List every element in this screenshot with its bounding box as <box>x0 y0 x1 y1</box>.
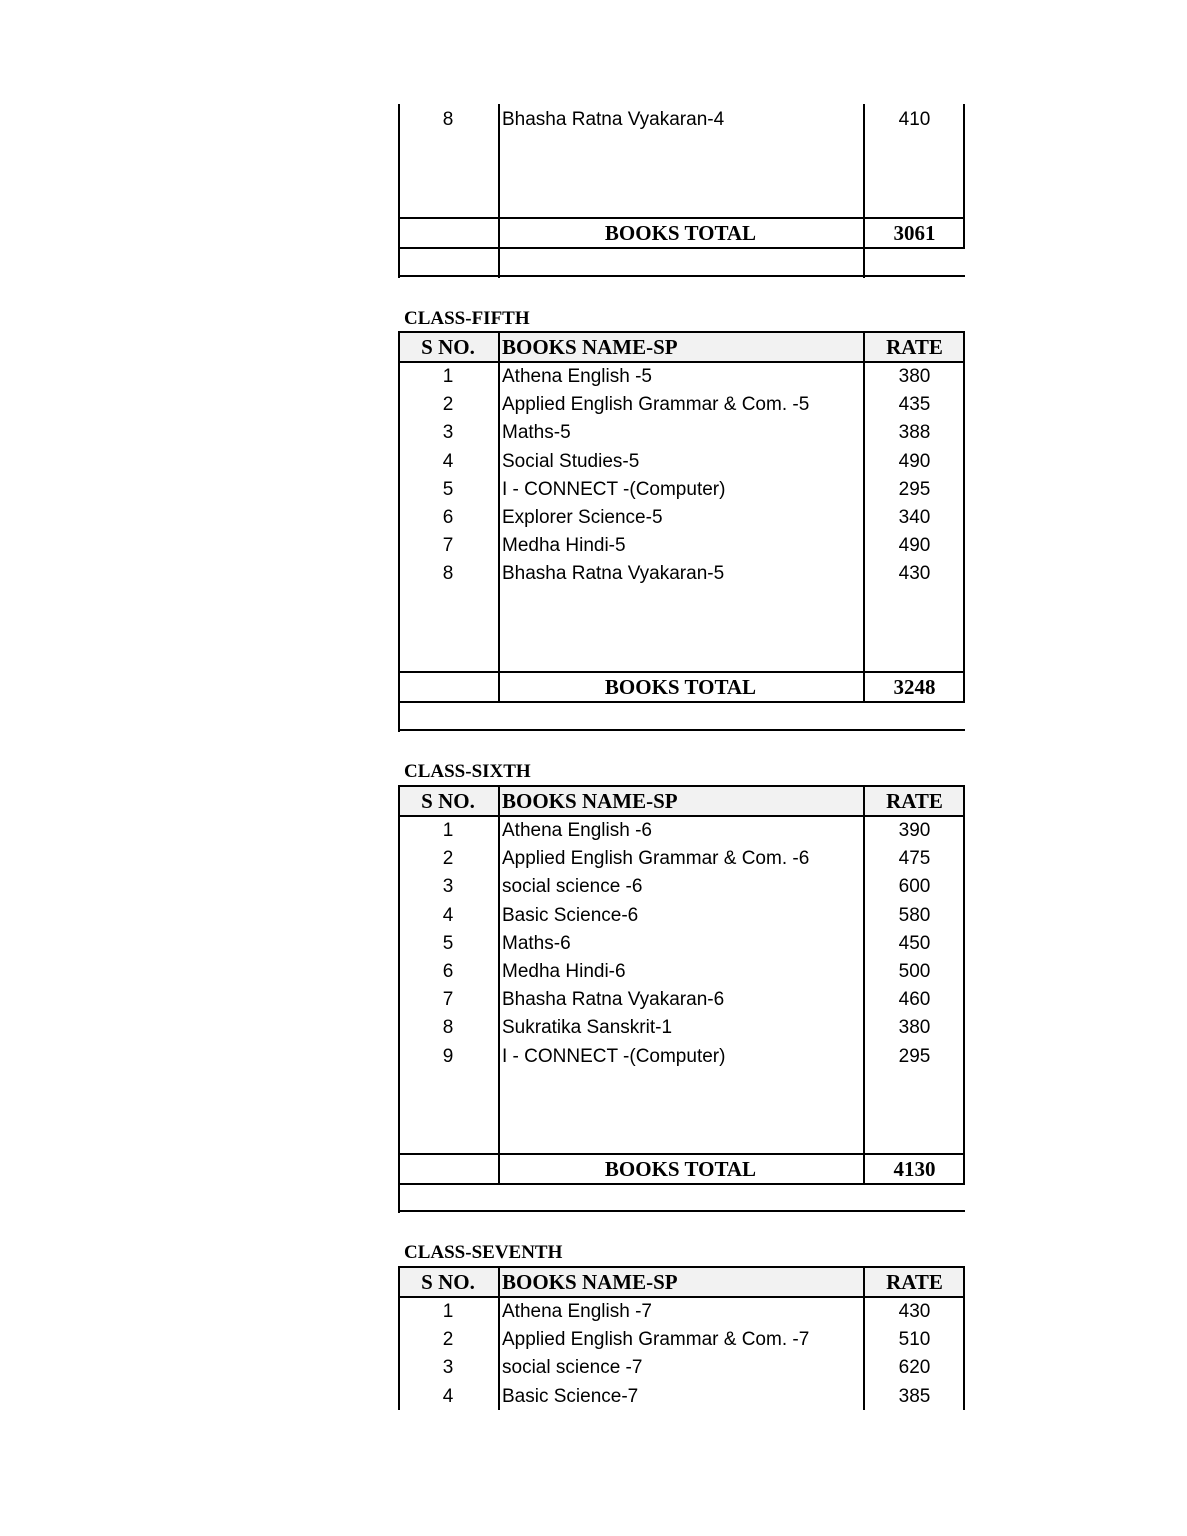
table-row <box>398 902 965 930</box>
book-name-cell: Maths-5 <box>502 422 571 444</box>
book-name-header: BOOKS NAME-SP <box>502 1270 678 1294</box>
table-row <box>398 958 965 986</box>
book-name-cell: Athena English -5 <box>502 366 652 387</box>
rate-cell: 620 <box>898 1357 931 1379</box>
book-name-cell: Basic Science-6 <box>502 904 639 926</box>
section-title: CLASS-FIFTH <box>404 308 530 329</box>
rate-header: RATE <box>886 335 943 359</box>
book-name-cell: Basic Science-7 <box>502 1385 639 1407</box>
section-title: CLASS-SIXTH <box>404 761 531 782</box>
sno-cell: 8 <box>442 1017 454 1039</box>
table-row <box>398 817 965 845</box>
book-name-cell: Bhasha Ratna Vyakaran-5 <box>502 563 725 585</box>
book-name-header: BOOKS NAME-SP <box>502 789 678 813</box>
sno-header: S NO. <box>421 1270 475 1294</box>
book-name-cell: Athena English -7 <box>502 1301 652 1322</box>
rate-cell: 580 <box>898 904 931 926</box>
sno-cell: 1 <box>442 1301 454 1322</box>
class-fourth-continuation <box>398 104 965 278</box>
table-header <box>398 787 965 816</box>
rate-cell: 490 <box>898 450 931 472</box>
table-row <box>398 986 965 1014</box>
table-header <box>398 333 965 362</box>
book-name-cell: Medha Hindi-5 <box>502 535 626 557</box>
table-row <box>398 476 965 504</box>
sno-cell: 9 <box>442 1045 454 1067</box>
sno-cell: 3 <box>442 1357 454 1379</box>
sno-header: S NO. <box>421 335 475 359</box>
class-fifth-table <box>398 331 965 732</box>
section-title: CLASS-SEVENTH <box>404 1242 563 1263</box>
sno-cell: 6 <box>442 960 454 982</box>
book-name-cell: Social Studies-5 <box>502 450 640 472</box>
book-name-cell: Athena English -6 <box>502 820 652 841</box>
book-name-cell: Applied English Grammar & Com. -5 <box>502 394 810 416</box>
sno-cell: 1 <box>442 820 454 841</box>
rate-header: RATE <box>886 789 943 813</box>
table-row <box>398 1354 965 1382</box>
rate-cell: 380 <box>898 366 931 387</box>
books-total-label: BOOKS TOTAL <box>604 675 757 699</box>
sno-cell: 5 <box>442 478 454 500</box>
sno-cell: 7 <box>442 989 454 1011</box>
book-name-cell: Bhasha Ratna Vyakaran-6 <box>502 989 725 1011</box>
book-name-cell: Sukratika Sanskrit-1 <box>502 1017 673 1039</box>
table-row <box>398 1014 965 1042</box>
books-total-value: 4130 <box>893 1157 936 1181</box>
table-row <box>398 363 965 391</box>
book-name-cell: Maths-6 <box>502 932 571 954</box>
sno-cell: 1 <box>442 366 454 387</box>
rate-cell: 475 <box>898 848 931 870</box>
rate-cell: 340 <box>898 506 931 528</box>
sno-cell: 5 <box>442 932 454 954</box>
rate-cell: 460 <box>898 989 931 1011</box>
sno-cell: 2 <box>442 848 454 870</box>
sno-cell: 2 <box>442 1329 454 1351</box>
table-header <box>398 1268 965 1297</box>
sno-cell: 4 <box>442 904 454 926</box>
sno-cell: 3 <box>442 876 454 898</box>
rate-cell: 430 <box>898 1301 931 1322</box>
sno-cell: 7 <box>442 535 454 557</box>
rate-cell: 295 <box>898 478 931 500</box>
table-row <box>398 1298 965 1326</box>
class-sixth-table <box>398 785 965 1213</box>
rate-cell: 600 <box>898 876 931 898</box>
book-name-cell: Applied English Grammar & Com. -7 <box>502 1329 810 1351</box>
book-name-cell: Bhasha Ratna Vyakaran-4 <box>502 109 725 130</box>
table-row <box>398 1043 965 1071</box>
table-row <box>398 419 965 447</box>
book-name-cell: I - CONNECT -(Computer) <box>502 1045 726 1067</box>
sno-cell: 8 <box>442 563 454 585</box>
rate-cell: 390 <box>898 820 931 841</box>
sno-cell: 3 <box>442 422 454 444</box>
table-row <box>398 532 965 560</box>
rate-header: RATE <box>886 1270 943 1294</box>
book-name-cell: Medha Hindi-6 <box>502 960 626 982</box>
book-name-cell: social science -7 <box>502 1357 643 1379</box>
rate-cell: 510 <box>898 1329 931 1351</box>
books-total-value: 3248 <box>893 675 936 699</box>
rate-cell: 388 <box>898 422 931 444</box>
book-name-header: BOOKS NAME-SP <box>502 335 678 359</box>
books-total-value: 3061 <box>893 221 936 245</box>
table-row <box>398 504 965 532</box>
table-row <box>398 873 965 901</box>
table-row <box>398 1383 965 1411</box>
book-name-cell: Explorer Science-5 <box>502 506 663 528</box>
books-total-row <box>398 673 965 701</box>
rate-cell: 385 <box>898 1385 931 1407</box>
books-total-label: BOOKS TOTAL <box>604 221 757 245</box>
rate-cell: 380 <box>898 1017 931 1039</box>
sno-cell: 2 <box>442 394 454 416</box>
rate-cell: 410 <box>898 109 931 130</box>
rate-cell: 500 <box>898 960 931 982</box>
books-total-row <box>398 219 965 247</box>
sno-cell: 8 <box>442 109 454 130</box>
rate-cell: 435 <box>898 394 931 416</box>
rate-cell: 430 <box>898 563 931 585</box>
book-name-cell: Applied English Grammar & Com. -6 <box>502 848 810 870</box>
table-row <box>398 1326 965 1354</box>
rate-cell: 295 <box>898 1045 931 1067</box>
sno-header: S NO. <box>421 789 475 813</box>
rate-cell: 450 <box>898 932 931 954</box>
books-total-row <box>398 1155 965 1183</box>
class-seventh-table <box>398 1266 965 1410</box>
books-total-label: BOOKS TOTAL <box>604 1157 757 1181</box>
rate-cell: 490 <box>898 535 931 557</box>
sno-cell: 4 <box>442 450 454 472</box>
sno-cell: 4 <box>442 1385 454 1407</box>
book-name-cell: social science -6 <box>502 876 643 898</box>
sno-cell: 6 <box>442 506 454 528</box>
table-row <box>398 930 965 958</box>
table-row <box>398 106 965 134</box>
table-row <box>398 560 965 588</box>
table-row <box>398 448 965 476</box>
table-row <box>398 391 965 419</box>
table-row <box>398 845 965 873</box>
book-name-cell: I - CONNECT -(Computer) <box>502 478 726 500</box>
